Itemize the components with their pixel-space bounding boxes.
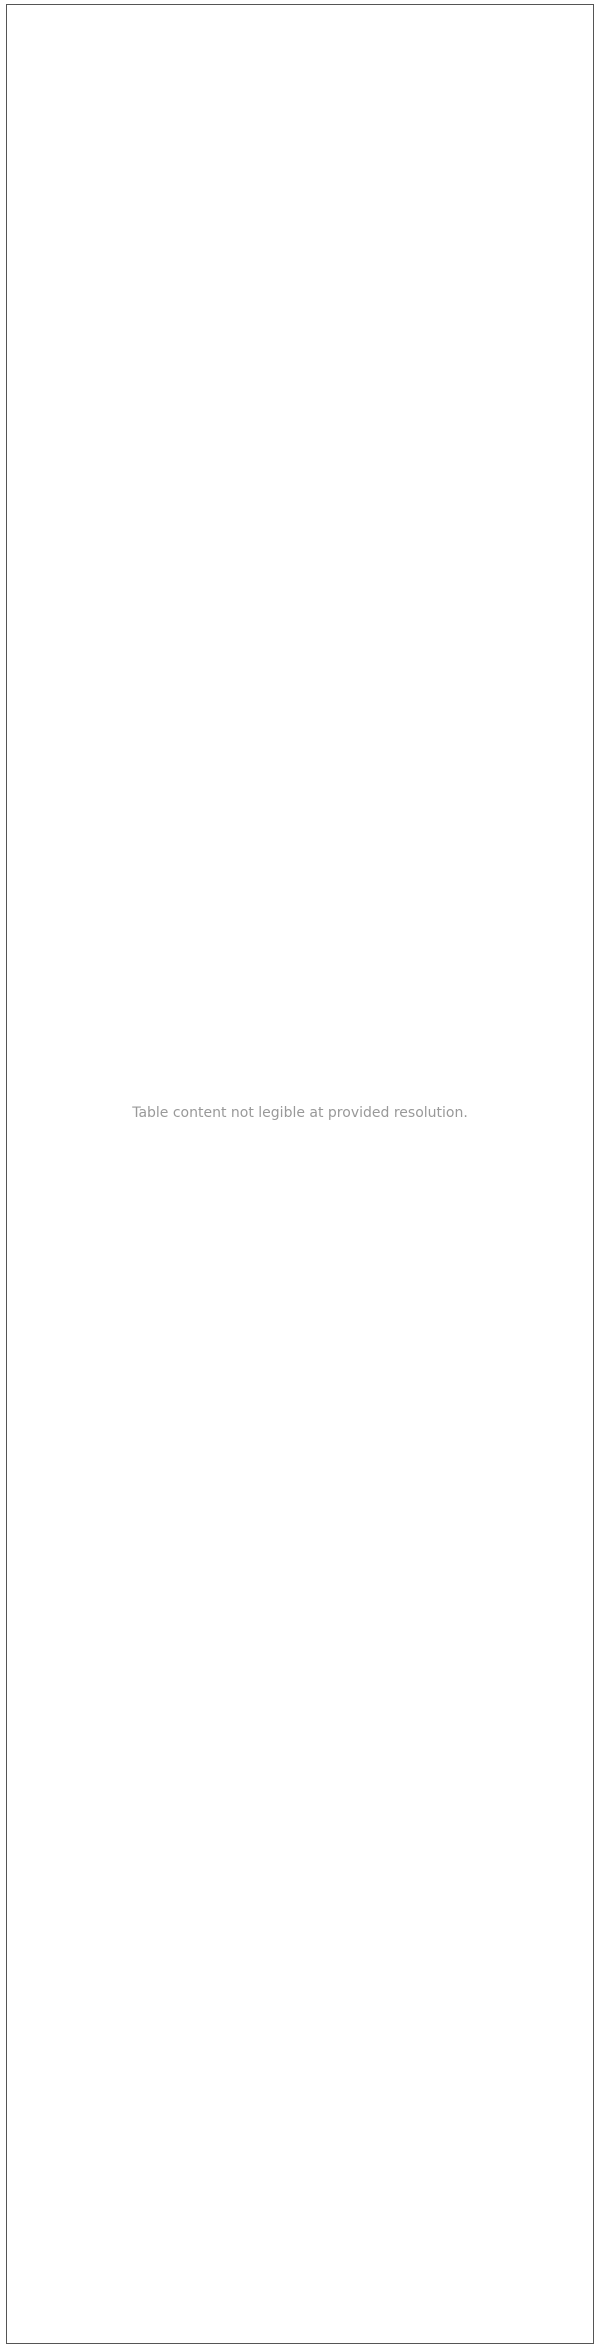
document-sheet	[6, 4, 594, 2344]
unreadable-notice: Table content not legible at provided resolution.	[132, 1105, 468, 1121]
